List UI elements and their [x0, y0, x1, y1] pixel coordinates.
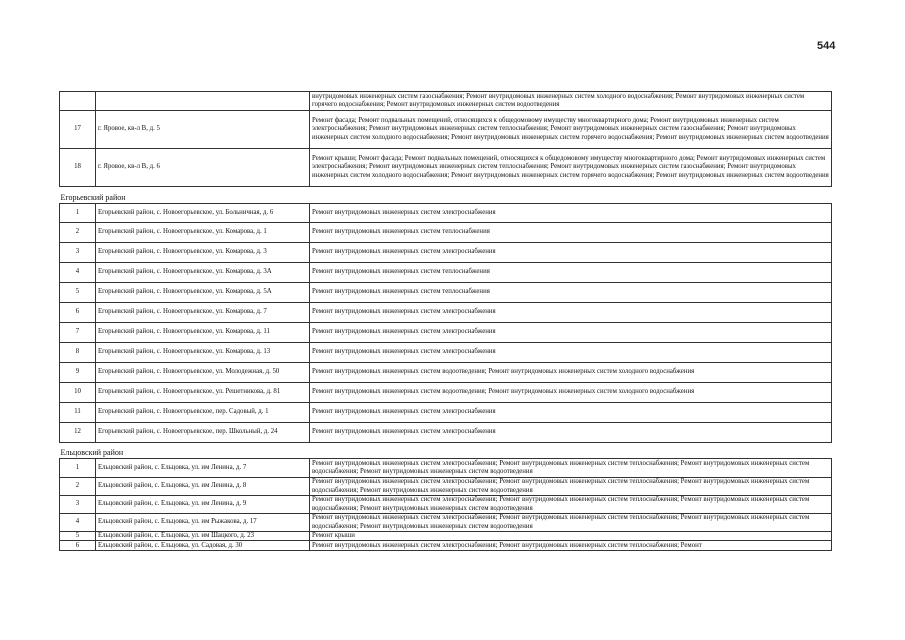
row-work-types: Ремонт внутридомовых инженерных систем электроснабжения; Ремонт внутридомовых инженерных систем теплоснабжения; Ремонт внутридомовых инженерных систем водоснабжения; Ремонт внутридомовых инженерных систем водоотведения	[310, 459, 832, 478]
table-row	[60, 303, 832, 323]
row-number: 12	[60, 423, 96, 443]
row-work-types: Ремонт внутридомовых инженерных систем электроснабжения	[310, 204, 832, 223]
row-work-types: Ремонт крыши	[310, 532, 832, 541]
row-work-types: Ремонт внутридомовых инженерных систем электроснабжения; Ремонт внутридомовых инженерных систем теплоснабжения; Ремонт внутридомовых инженерных систем водоснабжения; Ремонт внутридомовых инженерных систем водоотведения	[310, 496, 832, 514]
row-work-types: Ремонт внутридомовых инженерных систем теплоснабжения	[310, 223, 832, 243]
row-work-types: Ремонт внутридомовых инженерных систем электроснабжения; Ремонт внутридомовых инженерных систем теплоснабжения; Ремонт	[310, 541, 832, 551]
row-address: Ельцовский район, с. Ельцовка, ул. им Ленина, д. 8	[96, 478, 310, 496]
row-work-types: Ремонт фасада; Ремонт подвальных помещений, относящихся к общедомовому имуществу многоквартирного дома; Ремонт внутридомовых инженерных систем электроснабжения; Ремонт внутридомовых инженерных систем теплоснабжения; Ремонт внутридомовых инженерных систем газоснабжения; Ремонт внутридомовых инженерных систем холодного водоснабжения; Ремонт внутридомовых инженерных систем горячего водоснабжения; Ремонт внутридомовых инженерных систем водоотведения	[310, 111, 832, 149]
table-row	[60, 496, 832, 514]
row-number: 4	[60, 514, 96, 532]
section-header-row	[60, 443, 832, 459]
table-row	[60, 223, 832, 243]
row-work-types: Ремонт внутридомовых инженерных систем водоотведения; Ремонт внутридомовых инженерных систем холодного водоснабжения	[310, 383, 832, 403]
row-work-types: Ремонт внутридомовых инженерных систем электроснабжения	[310, 403, 832, 423]
section-title: Егорьевский район	[60, 187, 832, 204]
row-number: 4	[60, 263, 96, 283]
row-address: Ельцовский район, с. Ельцовка, ул. им Рыжакова, д. 17	[96, 514, 310, 532]
table-row	[60, 541, 832, 551]
row-address: Егорьевский район, с. Новоегорьевское, ул. Больничная, д. 6	[96, 204, 310, 223]
row-address: Ельцовский район, с. Ельцовка, ул. им Ленина, д. 9	[96, 496, 310, 514]
row-number: 18	[60, 149, 96, 187]
page-number: 544	[817, 40, 836, 52]
table-row	[60, 423, 832, 443]
row-number: 1	[60, 459, 96, 478]
row-address: Ельцовский район, с. Ельцовка, ул. им Шацкого, д. 23	[96, 532, 310, 541]
row-address: Егорьевский район, с. Новоегорьевское, ул. Комарова, д. 3	[96, 243, 310, 263]
row-number: 6	[60, 303, 96, 323]
row-address: Егорьевский район, с. Новоегорьевское, ул. Молодежная, д. 50	[96, 363, 310, 383]
table-row	[60, 263, 832, 283]
row-address: Егорьевский район, с. Новоегорьевское, пер. Школьный, д. 24	[96, 423, 310, 443]
section-header-row	[60, 187, 832, 204]
row-work-types: Ремонт внутридомовых инженерных систем электроснабжения	[310, 303, 832, 323]
row-address: Ельцовский район, с. Ельцовка, ул. Садовая, д. 30	[96, 541, 310, 551]
row-number: 5	[60, 283, 96, 303]
row-number: 1	[60, 204, 96, 223]
table-body	[60, 92, 832, 551]
row-work-types: Ремонт внутридомовых инженерных систем электроснабжения	[310, 323, 832, 343]
table-row	[60, 111, 832, 149]
row-address: Ельцовский район, с. Ельцовка, ул. им Ленина, д. 7	[96, 459, 310, 478]
row-number: 5	[60, 532, 96, 541]
table-row	[60, 459, 832, 478]
row-work-types: Ремонт внутридомовых инженерных систем теплоснабжения	[310, 263, 832, 283]
table-row	[60, 478, 832, 496]
row-address: Егорьевский район, с. Новоегорьевское, ул. Комарова, д. 7	[96, 303, 310, 323]
row-number: 2	[60, 478, 96, 496]
row-number: 9	[60, 363, 96, 383]
row-address: Егорьевский район, с. Новоегорьевское, ул. Комарова, д. 5А	[96, 283, 310, 303]
row-address: Егорьевский район, с. Новоегорьевское, ул. Комарова, д. 13	[96, 343, 310, 363]
row-number: 11	[60, 403, 96, 423]
table-row	[60, 403, 832, 423]
table-row	[60, 343, 832, 363]
table-row	[60, 323, 832, 343]
row-address: Егорьевский район, с. Новоегорьевское, ул. Комарова, д. 1	[96, 223, 310, 243]
table-row	[60, 383, 832, 403]
table-row	[60, 363, 832, 383]
row-address: Егорьевский район, с. Новоегорьевское, пер. Садовый, д. 1	[96, 403, 310, 423]
row-work-types: Ремонт крыши; Ремонт фасада; Ремонт подвальных помещений, относящихся к общедомовому имуществу многоквартирного дома; Ремонт внутридомовых инженерных систем электроснабжения; Ремонт внутридомовых инженерных систем теплоснабжения; Ремонт внутридомовых инженерных систем газоснабжения; Ремонт внутридомовых инженерных систем холодного водоснабжения; Ремонт внутридомовых инженерных систем горячего водоснабжения; Ремонт внутридомовых инженерных систем водоотведения	[310, 149, 832, 187]
row-number	[60, 92, 96, 111]
row-work-types: Ремонт внутридомовых инженерных систем электроснабжения; Ремонт внутридомовых инженерных систем теплоснабжения; Ремонт внутридомовых инженерных систем водоснабжения; Ремонт внутридомовых инженерных систем водоотведения	[310, 478, 832, 496]
row-address: г. Яровое, кв-л В, д. 5	[96, 111, 310, 149]
row-address: г. Яровое, кв-л В, д. 6	[96, 149, 310, 187]
row-work-types: Ремонт внутридомовых инженерных систем электроснабжения; Ремонт внутридомовых инженерных систем теплоснабжения; Ремонт внутридомовых инженерных систем водоснабжения; Ремонт внутридомовых инженерных систем водоотведения	[310, 514, 832, 532]
row-number: 10	[60, 383, 96, 403]
row-number: 3	[60, 243, 96, 263]
row-address: Егорьевский район, с. Новоегорьевское, ул. Комарова, д. 3А	[96, 263, 310, 283]
row-number: 2	[60, 223, 96, 243]
row-address: Егорьевский район, с. Новоегорьевское, ул. Комарова, д. 11	[96, 323, 310, 343]
row-address	[96, 92, 310, 111]
row-number: 8	[60, 343, 96, 363]
row-work-types: внутридомовых инженерных систем газоснабжения; Ремонт внутридомовых инженерных систем холодного водоснабжения; Ремонт внутридомовых инженерных систем горячего водоснабжения; Ремонт внутридомовых инженерных систем водоотведения	[310, 92, 832, 111]
section-title: Ельцовский район	[60, 443, 832, 459]
table-row	[60, 243, 832, 263]
table-row	[60, 204, 832, 223]
repair-program-table	[59, 91, 832, 551]
row-work-types: Ремонт внутридомовых инженерных систем теплоснабжения	[310, 283, 832, 303]
row-work-types: Ремонт внутридомовых инженерных систем водоотведения; Ремонт внутридомовых инженерных систем холодного водоснабжения	[310, 363, 832, 383]
table-row	[60, 514, 832, 532]
row-work-types: Ремонт внутридомовых инженерных систем электроснабжения	[310, 423, 832, 443]
table-row	[60, 92, 832, 111]
table-row	[60, 149, 832, 187]
row-number: 6	[60, 541, 96, 551]
row-number: 17	[60, 111, 96, 149]
row-number: 3	[60, 496, 96, 514]
row-work-types: Ремонт внутридомовых инженерных систем электроснабжения	[310, 243, 832, 263]
table-row	[60, 283, 832, 303]
table-row	[60, 532, 832, 541]
row-work-types: Ремонт внутридомовых инженерных систем электроснабжения	[310, 343, 832, 363]
row-number: 7	[60, 323, 96, 343]
row-address: Егорьевский район, с. Новоегорьевское, ул. Решетникова, д. 81	[96, 383, 310, 403]
